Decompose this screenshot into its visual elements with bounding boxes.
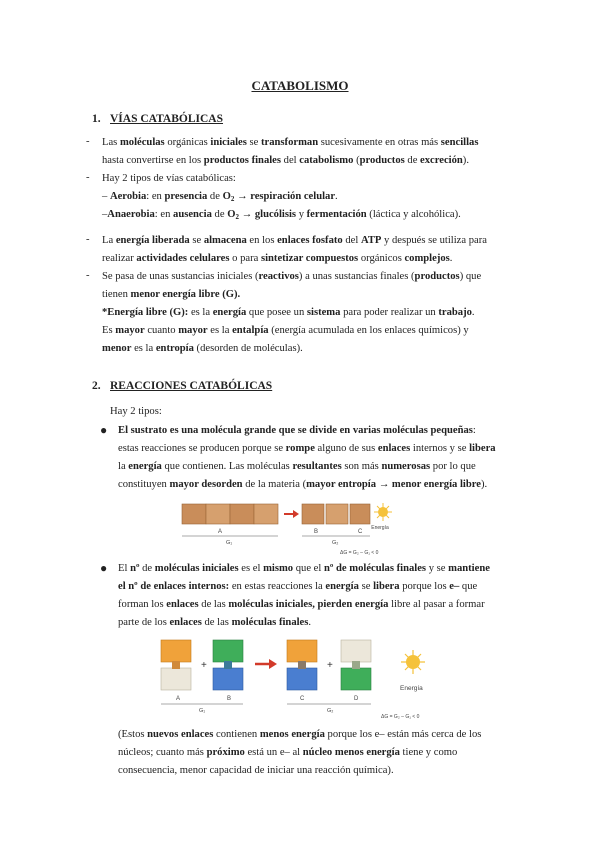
delta-g-formula: ΔG = G₂ – G₁ < 0	[381, 714, 420, 720]
label-d: D	[354, 696, 359, 702]
energy-label: Energía	[400, 685, 423, 692]
molecule-a	[161, 640, 191, 690]
section2-number: 2.	[92, 380, 101, 392]
page-title: CATABOLISMO	[251, 78, 349, 93]
label-g2: G₂	[327, 708, 334, 714]
plus-sign: +	[201, 660, 207, 671]
section1-number: 1.	[92, 113, 101, 125]
b2-line2: el nº de enlaces internos: en estas reacciones la energía se libera porque los e– que	[118, 581, 478, 592]
figure-breakdown-diagram	[180, 496, 395, 558]
p4-line5: menor es la entropía (desorden de moléculas).	[102, 343, 303, 354]
closing-line2: núcleos; cuanto más próximo está un e– al núcleo menos energía tiene y como	[118, 747, 458, 758]
bullet-dash: -	[86, 172, 90, 183]
p1-line2: hasta convertirse en los productos finales del catabolismo (productos de excreción).	[102, 155, 469, 166]
p4-line4: Es mayor cuanto mayor es la entalpía (energía acumulada en los enlaces químicos) y	[102, 325, 469, 336]
bullet-dash: -	[86, 270, 90, 281]
closing-line3: consecuencia, menor capacidad de iniciar una reacción química).	[118, 765, 394, 776]
p1-line1: Las moléculas orgánicas iniciales se transforman sucesivamente en otras más sencillas	[102, 137, 479, 148]
molecule-d	[341, 640, 371, 690]
delta-g-formula: ΔG = G₂ – G₁ < 0	[340, 550, 379, 556]
p3-line1: La energía liberada se almacena en los enlaces fosfato del ATP y después se utiliza para	[102, 235, 487, 246]
p4-line3-definition: *Energía libre (G): es la energía que posee un sistema para poder realizar un trabajo.	[102, 307, 475, 318]
b2-line1: El nº de moléculas iniciales es el mismo que el nº de moléculas finales y se mantiene	[118, 563, 490, 574]
block-chain-initial	[182, 504, 278, 524]
label-g2: G₂	[332, 540, 339, 546]
label-a: A	[176, 696, 181, 702]
p3-line2: realizar actividades celulares o para sintetizar compuestos orgánicos complejos.	[102, 253, 453, 264]
section2-title: REACCIONES CATABÓLICAS	[110, 380, 273, 392]
p2-line2-aerobia: – Aerobia: en presencia de $O_2$ → respiración celular.	[102, 191, 338, 203]
energy-sun-icon	[401, 650, 425, 674]
p4-line2: tienen menor energía libre (G).	[102, 289, 241, 300]
molecule-c	[287, 640, 317, 690]
b2-line3: forman los enlaces de las moléculas iniciales, pierden energía libre al pasar a formar	[118, 599, 485, 610]
label-a: A	[218, 529, 223, 535]
block-pieces-final	[302, 504, 370, 524]
closing-line1: (Estos nuevos enlaces contienen menos energía porque los e– están más cerca de los	[118, 729, 482, 740]
label-b: B	[314, 529, 319, 535]
label-b: B	[227, 696, 232, 702]
energy-label: Energía	[371, 525, 389, 531]
section2-intro: Hay 2 tipos:	[110, 406, 162, 417]
section2-heading	[92, 380, 272, 392]
p2-line3-anaerobia: –Anaerobia: en ausencia de $O_2$ → glucólisis y fermentación (láctica y alcohólica).	[102, 209, 461, 221]
label-g1: G₁	[226, 540, 233, 546]
arrow-head	[269, 659, 277, 669]
bullet-dash: -	[86, 234, 90, 245]
label-c: C	[300, 696, 305, 702]
arrow-head	[293, 510, 299, 518]
b2-line4: parte de los enlaces de las moléculas finales.	[118, 617, 312, 628]
label-c: C	[358, 529, 363, 535]
energy-sun-icon	[374, 503, 392, 521]
plus-sign: +	[327, 660, 333, 671]
b1-line4: constituyen mayor desorden de la materia (mayor entropía → menor energía libre).	[118, 479, 488, 490]
p2-line1: Hay 2 tipos de vías catabólicas:	[102, 173, 236, 184]
p4-line1: Se pasa de unas sustancias iniciales (reactivos) a unas sustancias finales (productos) que	[102, 271, 482, 282]
b1-line3: la energía que contienen. Las moléculas resultantes son más numerosas por lo que	[118, 461, 476, 472]
figure-bond-exchange-diagram	[155, 634, 445, 720]
b1-line1: El sustrato es una molécula grande que se divide en varias moléculas pequeñas:	[118, 425, 476, 436]
molecule-b	[213, 640, 243, 690]
section1-heading	[92, 113, 223, 125]
label-g1: G₁	[199, 708, 206, 714]
bullet-dot: ●	[100, 423, 108, 437]
section1-title: VÍAS CATABÓLICAS	[110, 113, 224, 125]
bullet-dot: ●	[100, 561, 108, 575]
b1-line2: estas reacciones se producen porque se rompe alguno de sus enlaces internos y se libera	[118, 443, 496, 454]
bullet-dash: -	[86, 136, 90, 147]
